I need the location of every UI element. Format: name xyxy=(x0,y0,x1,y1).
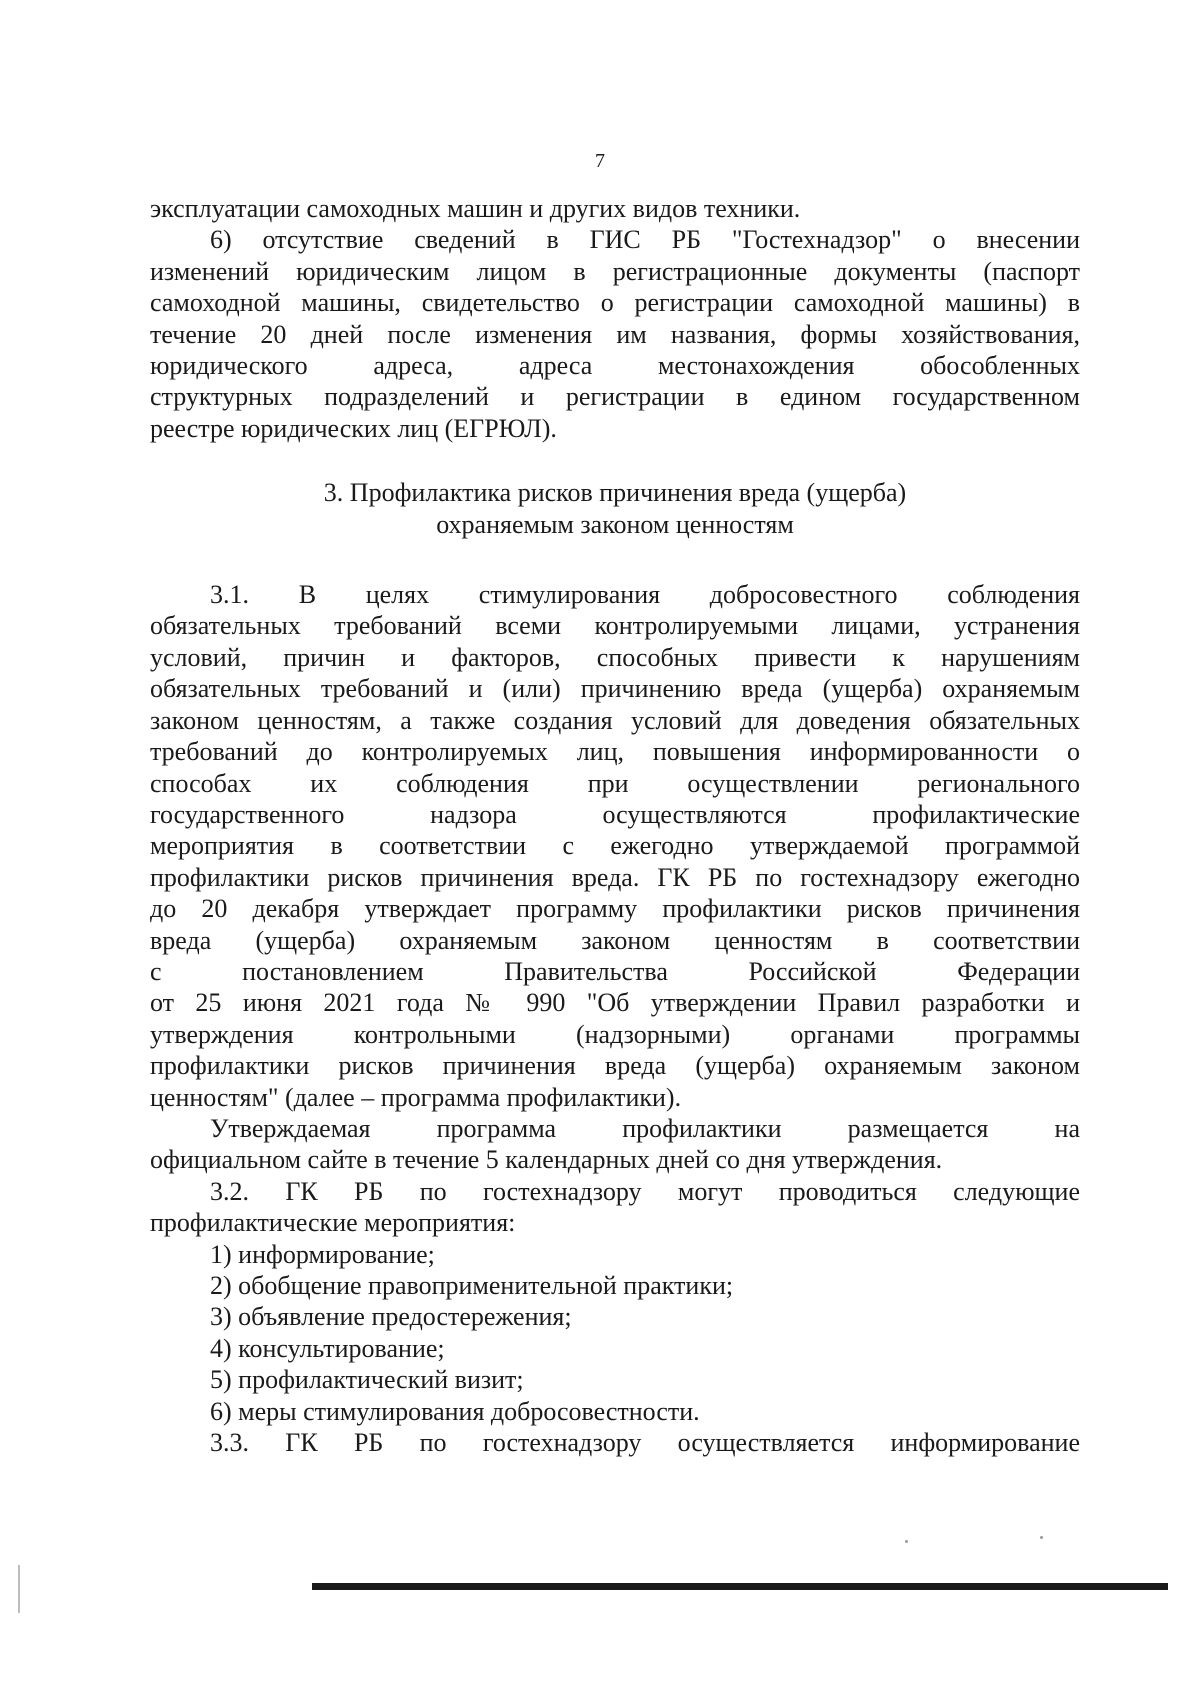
text-line: изменений юридическим лицом в регистрационные документы (паспорт xyxy=(150,256,1080,286)
text-line: вреда (ущерба) охраняемым законом ценностям в соответствии xyxy=(150,925,1080,955)
text-line: юридического адреса, адреса местонахождения обособленных xyxy=(150,351,1080,381)
list-item: 2) обобщение правоприменительной практики; xyxy=(210,1271,734,1300)
text-line: до 20 декабря утверждает программу профилактики рисков причинения xyxy=(150,894,1080,924)
section-heading xyxy=(150,477,1080,540)
text-line: Утверждаемая программа профилактики размещается на xyxy=(210,1113,1080,1143)
bottom-rule xyxy=(312,1583,1168,1590)
text-line: профилактические мероприятия: xyxy=(150,1208,516,1238)
text-line: профилактики рисков причинения вреда (ущерба) охраняемым законом xyxy=(150,1051,1080,1081)
text-line: реестре юридических лиц (ЕГРЮЛ). xyxy=(150,413,557,443)
paragraph-publication xyxy=(150,1113,1080,1176)
text-line: способах их соблюдения при осуществлении регионального xyxy=(150,768,1080,798)
paragraph-3-3-start: 3.3. ГК РБ по гостехнадзору осуществляется информирование xyxy=(210,1428,1080,1458)
continuation-line: эксплуатации самоходных машин и других видов техники. xyxy=(150,194,801,223)
paragraph-item-6 xyxy=(150,224,1080,444)
text-line: 3.1. В целях стимулирования добросовестного соблюдения xyxy=(210,580,1080,610)
text-line: с постановлением Правительства Российской Федерации xyxy=(150,956,1080,986)
text-line: условий, причин и факторов, способных привести к нарушениям xyxy=(150,642,1080,672)
document-body xyxy=(150,193,1080,1458)
text-line: структурных подразделений и регистрации в едином государственном xyxy=(150,382,1080,412)
text-line: от 25 июня 2021 года № 990 "Об утверждении Правил разработки и xyxy=(150,988,1080,1018)
text-line: самоходной машины, свидетельство о регистрации самоходной машины) в xyxy=(150,288,1080,318)
scan-artifact xyxy=(905,1540,908,1543)
paragraph-3-2 xyxy=(150,1176,1080,1239)
list-item: 5) профилактический визит; xyxy=(210,1365,524,1395)
list-item: 4) консультирование; xyxy=(210,1333,445,1363)
list-item: 6) меры стимулирования добросовестности. xyxy=(210,1396,700,1426)
section-heading-line: 3. Профилактика рисков причинения вреда (ущерба) xyxy=(323,478,907,508)
text-line: 3.2. ГК РБ по гостехнадзору могут проводиться следующие xyxy=(210,1176,1080,1206)
scan-artifact xyxy=(1040,1536,1043,1539)
text-line: требований до контролируемых лиц, повышения информированности о xyxy=(150,737,1080,767)
text-line: законом ценностям, а также создания условий для доведения обязательных xyxy=(150,705,1080,735)
text-line: профилактики рисков причинения вреда. ГК РБ по гостехнадзору ежегодно xyxy=(150,862,1080,892)
text-line: обязательных требований и (или) причинению вреда (ущерба) охраняемым xyxy=(150,674,1080,704)
list-item: 3) объявление предостережения; xyxy=(210,1302,572,1332)
text-line: обязательных требований всеми контролируемыми лицами, устранения xyxy=(150,611,1080,641)
text-line: утверждения контрольными (надзорными) органами программы xyxy=(150,1019,1080,1049)
scan-margin-mark xyxy=(18,1565,20,1613)
list-item: 1) информирование; xyxy=(210,1239,435,1269)
text-line: государственного надзора осуществляются профилактические xyxy=(150,799,1080,829)
text-line: мероприятия в соответствии с ежегодно утверждаемой программой xyxy=(150,831,1080,861)
measures-list xyxy=(150,1239,1080,1427)
text-line: 6) отсутствие сведений в ГИС РБ "Гостехнадзор" о внесении xyxy=(210,225,1080,255)
paragraph-3-1 xyxy=(150,579,1080,1113)
text-line: официальном сайте в течение 5 календарных дней со дня утверждения. xyxy=(150,1145,943,1175)
section-heading-line: охраняемым законом ценностям xyxy=(436,509,794,539)
text-line: течение 20 дней после изменения им названия, формы хозяйствования, xyxy=(150,319,1080,349)
text-line: ценностям" (далее – программа профилактики). xyxy=(150,1082,682,1112)
page-number: 7 xyxy=(595,150,605,172)
